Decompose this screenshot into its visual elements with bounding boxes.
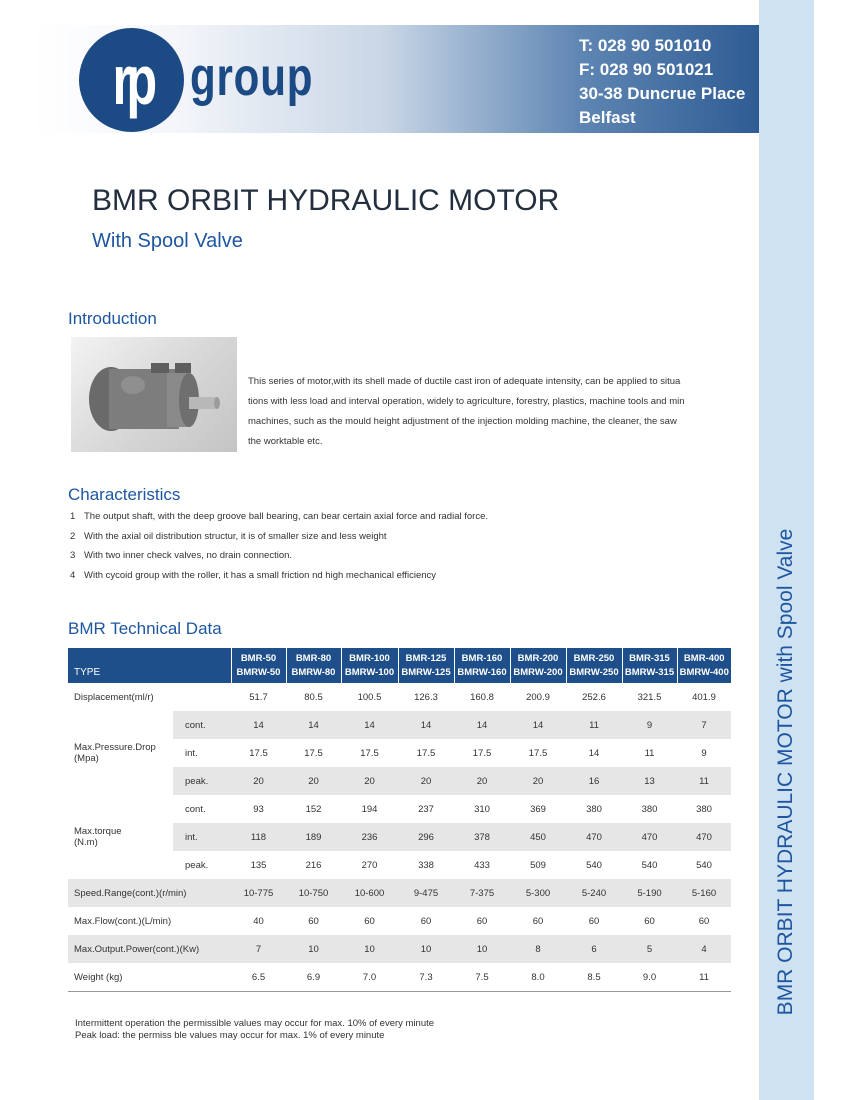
table-cell: Max.Flow(cont.)(L/min)	[74, 915, 172, 927]
model-header: BMR-80 BMRW-80	[286, 648, 341, 683]
table-cell: 310	[474, 803, 490, 815]
table-cell: 7.3	[398, 963, 454, 992]
model-header: BMR-50 BMRW-50	[231, 648, 286, 683]
table-cell: Displacement(ml/r)	[74, 691, 154, 703]
table-cell: 20	[231, 767, 286, 795]
table-cell: 369	[530, 803, 546, 815]
table-cell: 14	[510, 711, 566, 739]
table-cell: 126.3	[414, 691, 438, 703]
table-cell: 17.5	[416, 747, 436, 759]
table-cell: 60	[698, 915, 710, 927]
table-cell: 13	[622, 767, 677, 795]
table-cell: 17.5	[528, 747, 548, 759]
table-cell: 470	[677, 823, 731, 851]
table-cell: 11	[566, 711, 622, 739]
table-row	[68, 963, 731, 992]
table-cell: 8.5	[566, 963, 622, 992]
table-cell: 7	[677, 711, 731, 739]
table-row	[68, 683, 731, 711]
table-cell: 9	[622, 711, 677, 739]
table-header-row	[68, 648, 731, 683]
table-cell: 378	[454, 823, 510, 851]
table-cell: 5-240	[566, 879, 622, 907]
table-cell: 20	[341, 767, 398, 795]
table-cell: 20	[398, 767, 454, 795]
page-title: BMR ORBIT HYDRAULIC MOTOR	[92, 184, 560, 217]
table-cell: 93	[253, 803, 264, 815]
table-cell: Speed.Range(cont.)(r/min)	[68, 879, 231, 907]
table-cell: 216	[305, 859, 322, 871]
table-cell: 11	[677, 767, 731, 795]
table-cell: 10-600	[341, 879, 398, 907]
rp-logo: rp	[79, 28, 184, 132]
list-item: 3 With two inner check valves, no drain connection.	[70, 550, 293, 561]
table-cell: peak.	[185, 859, 209, 871]
table-cell: 237	[418, 803, 434, 815]
table-cell: 9.0	[622, 963, 677, 992]
table-cell: Max.Output.Power(cont.)(Kw)	[68, 935, 231, 963]
table-cell: 9	[701, 747, 707, 759]
table-cell: 6	[566, 935, 622, 963]
logo-wordmark: group	[190, 47, 314, 107]
table-cell: 380	[586, 803, 602, 815]
table-cell: 40	[253, 915, 264, 927]
table-cell: 60	[476, 915, 488, 927]
table-cell: 135	[250, 859, 267, 871]
table-cell: 189	[286, 823, 341, 851]
table-cell: peak.	[173, 767, 231, 795]
side-label: BMR ORBIT HYDRAULIC MOTOR with Spool Valve	[774, 528, 797, 1016]
table-cell: 11	[644, 747, 655, 759]
model-header: BMR-160 BMRW-160	[454, 648, 510, 683]
model-header: BMR-200 BMRW-200	[510, 648, 566, 683]
table-cell: 6.5	[231, 963, 286, 992]
table-cell: 5	[622, 935, 677, 963]
table-cell: 380	[641, 803, 658, 815]
tech-data-table	[68, 648, 731, 992]
list-item: 4 With cycoid group with the roller, it has a small friction nd high mechanical efficiency	[70, 569, 437, 581]
table-cell: 14	[341, 711, 398, 739]
table-cell: cont.	[185, 803, 206, 815]
table-cell: cont.	[173, 711, 231, 739]
table-row	[68, 879, 731, 907]
table-cell: int.	[173, 823, 231, 851]
contact-block	[579, 34, 745, 130]
table-cell: 10-775	[231, 879, 286, 907]
table-row	[68, 795, 731, 823]
table-cell: 7-375	[454, 879, 510, 907]
table-cell: 16	[566, 767, 622, 795]
table-cell: 60	[420, 915, 432, 927]
table-cell: 338	[418, 859, 434, 871]
table-cell: 433	[474, 859, 490, 871]
table-cell: 450	[510, 823, 566, 851]
model-header: BMR-250 BMRW-250	[566, 648, 622, 683]
table-cell: 14	[454, 711, 510, 739]
table-cell: 10	[286, 935, 341, 963]
table-cell: 7.0	[341, 963, 398, 992]
table-cell: 10	[398, 935, 454, 963]
table-cell: 5-190	[622, 879, 677, 907]
type-header: TYPE	[68, 648, 231, 683]
table-cell: 401.9	[692, 691, 716, 703]
table-cell: 194	[361, 803, 378, 815]
model-header: BMR-100 BMRW-100	[341, 648, 398, 683]
table-cell: 14	[231, 711, 286, 739]
list-item: 2 With the axial oil distribution structur, it is of smaller size and less weight	[70, 530, 387, 542]
table-cell: 8	[510, 935, 566, 963]
model-header: BMR-400 BMRW-400	[677, 648, 731, 683]
table-cell: 6.9	[286, 963, 341, 992]
pressure-label: Max.Pressure.Drop (Mpa)	[68, 711, 173, 795]
table-cell: 270	[361, 859, 378, 871]
table-cell: 7.5	[454, 963, 510, 992]
characteristics-heading: Characteristics	[68, 485, 181, 504]
table-cell: 380	[696, 803, 712, 815]
table-cell: 509	[530, 859, 546, 871]
table-cell: 80.5	[304, 691, 323, 703]
table-cell: 8.0	[510, 963, 566, 992]
table-cell: 540	[641, 859, 658, 871]
table-cell: 5-300	[510, 879, 566, 907]
table-row	[68, 935, 731, 963]
table-cell: 60	[532, 915, 544, 927]
table-cell: 7	[231, 935, 286, 963]
table-cell: 252.6	[582, 691, 606, 703]
intro-heading: Introduction	[68, 309, 157, 328]
table-cell: 470	[566, 823, 622, 851]
table-cell: 14	[398, 711, 454, 739]
table-cell: 296	[398, 823, 454, 851]
footnote-peak: Peak load: the permiss ble values may occur for max. 1% of every minute	[75, 1030, 385, 1041]
table-cell: 14	[588, 747, 600, 759]
table-cell: 10-750	[286, 879, 341, 907]
table-cell: 10	[454, 935, 510, 963]
footnotes	[75, 1018, 434, 1042]
table-cell: 14	[286, 711, 341, 739]
table-cell: 5-160	[677, 879, 731, 907]
characteristics-list	[70, 507, 488, 585]
intro-paragraph: This series of motor,with its shell made of ductile cast iron of adequate intensity, can be applied to situa tions with less load and interval operation, widely to agriculture, forestry, plastics, machine tools and min machines, such as the mould height adjustment of the injection molding machine, the cleaner, the saw the worktable etc.	[248, 376, 685, 447]
contact-city: Belfast	[579, 108, 636, 127]
table-cell: 4	[677, 935, 731, 963]
table-cell: 60	[308, 915, 319, 927]
contact-phone: T: 028 90 501010	[579, 36, 712, 55]
motor-photo	[71, 337, 237, 452]
contact-fax: F: 028 90 501021	[579, 60, 714, 79]
table-row	[68, 711, 731, 739]
table-cell: 100.5	[357, 691, 382, 703]
table-cell: 51.7	[249, 691, 268, 703]
table-cell: 321.5	[637, 691, 662, 703]
table-cell: int.	[185, 747, 198, 759]
table-cell: 470	[622, 823, 677, 851]
table-cell: 20	[286, 767, 341, 795]
footnote-intermittent: Intermittent operation the permissible values may occur for max. 10% of every minute	[75, 1018, 435, 1029]
table-cell: 9-475	[398, 879, 454, 907]
table-cell: 17.5	[472, 747, 492, 759]
table-cell: 60	[588, 915, 600, 927]
table-cell: 152	[305, 803, 322, 815]
table-cell: 60	[364, 915, 375, 927]
torque-label: Max.torque (N.m)	[74, 826, 122, 848]
table-cell: 118	[231, 823, 286, 851]
table-cell: 20	[454, 767, 510, 795]
list-item: 1 The output shaft, with the deep groove ball bearing, can bear certain axial force and radial force.	[70, 511, 488, 522]
table-cell: 17.5	[304, 747, 323, 759]
table-row	[68, 907, 731, 935]
table-cell: 60	[644, 915, 655, 927]
table-cell: Weight (kg)	[68, 963, 231, 992]
contact-address: 30-38 Duncrue Place	[579, 84, 746, 103]
table-cell: 17.5	[249, 747, 268, 759]
table-cell: 540	[696, 859, 712, 871]
model-header: BMR-125 BMRW-125	[398, 648, 454, 683]
table-cell: 10	[341, 935, 398, 963]
table-cell: 200.9	[526, 691, 550, 703]
table-cell: 540	[586, 859, 602, 871]
page-subtitle: With Spool Valve	[92, 230, 243, 252]
tech-data-heading: BMR Technical Data	[68, 619, 222, 638]
model-header: BMR-315 BMRW-315	[622, 648, 677, 683]
table-cell: 11	[677, 963, 731, 992]
table-cell: 17.5	[360, 747, 379, 759]
table-cell: 160.8	[470, 691, 494, 703]
table-cell: 236	[341, 823, 398, 851]
table-cell: 20	[510, 767, 566, 795]
